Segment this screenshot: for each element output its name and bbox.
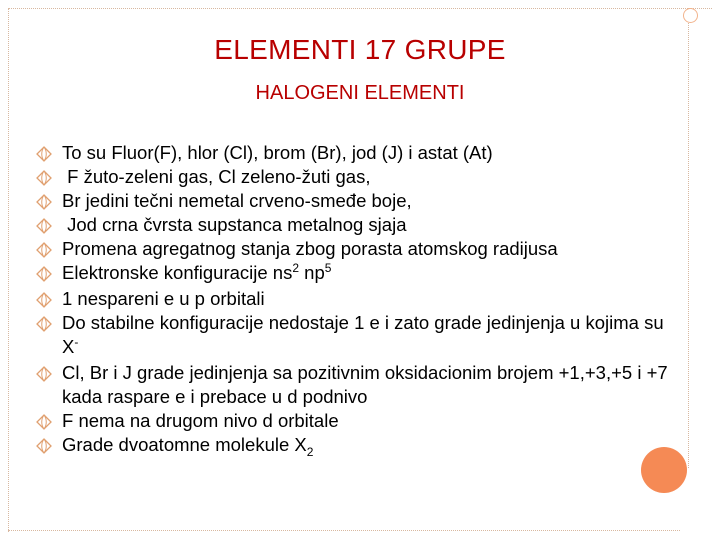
list-item xyxy=(36,141,676,165)
leaf-diamond-icon xyxy=(36,144,52,160)
bullet-text: F nema na drugom nivo d orbitale xyxy=(62,410,339,431)
list-item xyxy=(36,213,676,237)
leaf-diamond-icon xyxy=(36,412,52,428)
leaf-diamond-icon xyxy=(36,264,52,280)
list-item xyxy=(36,361,676,409)
leaf-diamond-icon xyxy=(36,192,52,208)
bullet-list xyxy=(36,141,676,459)
bullet-text: Cl, Br i J grade jedinjenja sa pozitivnim oksidacionim brojem +1,+3,+5 i +7 kada raspare e i prebace u d podnivo xyxy=(62,362,668,407)
bullet-text: Grade dvoatomne molekule X xyxy=(62,434,307,455)
list-item xyxy=(36,189,676,213)
bullet-text: 1 nespareni e u p orbitali xyxy=(62,288,265,309)
leaf-diamond-icon xyxy=(36,168,52,184)
leaf-diamond-icon xyxy=(36,290,52,306)
bullet-text: Promena agregatnog stanja zbog porasta atomskog radijusa xyxy=(62,238,558,259)
superscript: - xyxy=(74,335,79,349)
bullet-text: Jod crna čvrsta supstanca metalnog sjaja xyxy=(62,214,407,235)
leaf-diamond-icon xyxy=(36,364,52,380)
frame-bottom-border xyxy=(8,530,680,532)
list-item xyxy=(36,237,676,261)
slide-subtitle: HALOGENI ELEMENTI xyxy=(255,82,465,104)
list-item xyxy=(36,311,676,361)
list-item xyxy=(36,433,676,459)
leaf-diamond-icon xyxy=(36,240,52,256)
subscript: 2 xyxy=(306,445,314,459)
bullet-text: To su Fluor(F), hlor (Cl), brom (Br), jod (J) i astat (At) xyxy=(62,142,493,163)
bullet-text: Do stabilne konfiguracije nedostaje 1 e i zato grade jedinjenja u kojima su X xyxy=(62,312,664,357)
superscript: 5 xyxy=(324,261,332,275)
slide-title: ELEMENTI 17 GRUPE xyxy=(214,34,506,65)
leaf-diamond-icon xyxy=(36,436,52,452)
bullet-text: F žuto-zeleni gas, Cl zeleno-žuti gas, xyxy=(62,166,371,187)
bullet-text: Elektronske konfiguracije ns xyxy=(62,262,293,283)
leaf-diamond-icon xyxy=(36,216,52,232)
frame-top-border xyxy=(8,8,712,10)
frame-right-border xyxy=(688,8,690,468)
superscript: 2 xyxy=(292,261,300,275)
bullet-text: Br jedini tečni nemetal crveno-smeđe boje, xyxy=(62,190,412,211)
list-item xyxy=(36,409,676,433)
decorative-ring xyxy=(683,8,698,23)
list-item xyxy=(36,287,676,311)
list-item xyxy=(36,165,676,189)
leaf-diamond-icon xyxy=(36,314,52,330)
list-item xyxy=(36,261,676,287)
bullet-text: np xyxy=(299,262,325,283)
